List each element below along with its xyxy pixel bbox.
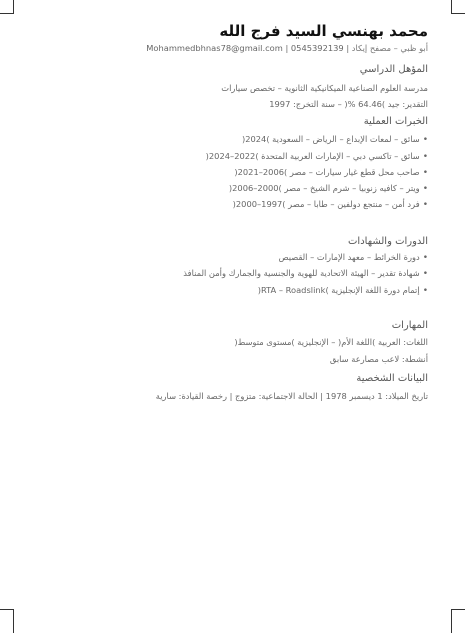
crop-mark bbox=[0, 13, 14, 14]
experience-item: •سائق – لمعات الإبداع – الرياض – السعودية )2024( bbox=[241, 134, 428, 145]
bullet-icon: • bbox=[422, 152, 428, 162]
education-school: مدرسة العلوم الصناعية الميكانيكية الثانوية – تخصص سيارات bbox=[221, 83, 428, 93]
personal-details: تاريخ الميلاد: 1 ديسمبر 1978 | الحالة الاجتماعية: متزوج | رخصة القيادة: سارية bbox=[155, 391, 428, 401]
course-item: •شهادة تقدير – الهيئة الاتحادية للهوية والجنسية والجمارك وأمن المنافذ bbox=[183, 268, 428, 279]
section-title-education: المؤهل الدراسي bbox=[359, 64, 428, 75]
resume-page bbox=[14, 14, 428, 614]
bullet-icon: • bbox=[422, 168, 428, 178]
bullet-icon: • bbox=[422, 253, 428, 263]
resume-name: محمد بهنسي السيد فرج الله bbox=[219, 22, 428, 40]
experience-item: •فرد أمن – منتجع دولفين – طابا – مصر )1997–2000( bbox=[232, 199, 428, 210]
bullet-icon: • bbox=[422, 135, 428, 145]
contact-email-phone: Mohammedbhnas78@gmail.com | 0545392139 | bbox=[146, 43, 350, 53]
section-title-courses: الدورات والشهادات bbox=[348, 236, 428, 247]
section-title-experience: الخبرات العملية bbox=[363, 116, 428, 127]
crop-mark bbox=[451, 610, 452, 633]
course-item: •إتمام دورة اللغة الإنجليزية )RTA – Roadslink( bbox=[257, 285, 428, 296]
experience-item: •ويتر – كافيه زنوبيا – شرم الشيخ – مصر )2000–2006( bbox=[228, 183, 428, 194]
bullet-icon: • bbox=[422, 286, 428, 296]
section-title-skills: المهارات bbox=[391, 320, 428, 331]
section-title-personal: البيانات الشخصية bbox=[356, 373, 428, 384]
crop-mark bbox=[13, 0, 14, 14]
bullet-icon: • bbox=[422, 200, 428, 210]
experience-item: •صاحب محل قطع غيار سيارات – مصر )2006–2021( bbox=[234, 167, 428, 178]
contact-line bbox=[146, 43, 428, 53]
skills-activities: أنشطة: لاعب مصارعة سابق bbox=[329, 354, 428, 364]
contact-address: أبو ظبي – مصفح إيكاد bbox=[349, 43, 428, 53]
crop-mark bbox=[451, 609, 465, 610]
crop-mark bbox=[0, 609, 14, 610]
education-grade: التقدير: جيد )64.46 %( – سنة التخرج: 1997 bbox=[269, 99, 428, 109]
skills-languages: اللغات: العربية )اللغة الأم( – الإنجليزية )مستوى متوسط( bbox=[234, 337, 428, 347]
course-item: •دورة الخرائط – معهد الإمارات – القصيص bbox=[278, 252, 428, 263]
crop-mark bbox=[451, 13, 465, 14]
bullet-icon: • bbox=[422, 269, 428, 279]
experience-item: •سائق – تاكسي دبي – الإمارات العربية المتحدة )2022–2024( bbox=[205, 151, 428, 162]
crop-mark bbox=[451, 0, 452, 14]
bullet-icon: • bbox=[422, 184, 428, 194]
